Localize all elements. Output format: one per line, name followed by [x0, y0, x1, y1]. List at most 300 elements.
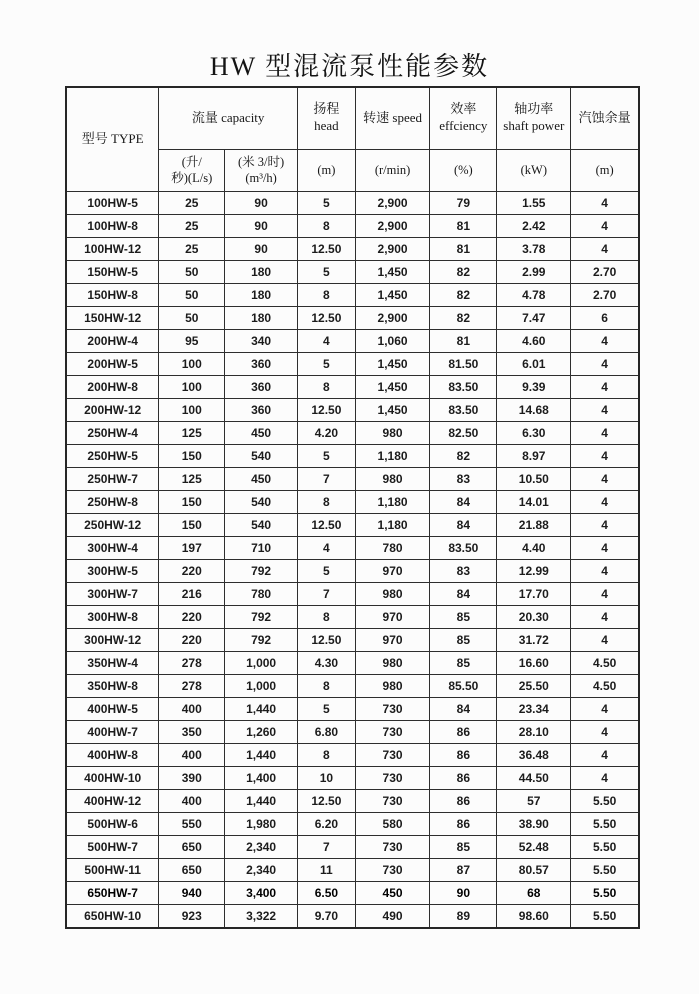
shaft_power_kw-cell: 57 [497, 789, 571, 812]
efficiency_pct-cell: 83.50 [430, 536, 497, 559]
capacity_ls-cell: 125 [159, 467, 225, 490]
speed_rpm-cell: 730 [355, 743, 429, 766]
table-row [66, 628, 639, 651]
col-header-head: 扬程 head [297, 87, 355, 149]
table-body [66, 191, 639, 928]
capacity_m3h-cell: 792 [225, 559, 298, 582]
head_m-cell: 8 [297, 490, 355, 513]
model-cell: 500HW-6 [66, 812, 159, 835]
npsh_m-cell: 5.50 [571, 881, 639, 904]
head_m-cell: 6.50 [297, 881, 355, 904]
shaft_power_kw-cell: 21.88 [497, 513, 571, 536]
table-row [66, 582, 639, 605]
table-row [66, 559, 639, 582]
shaft_power_kw-cell: 6.01 [497, 352, 571, 375]
shaft_power_kw-cell: 2.99 [497, 260, 571, 283]
npsh_m-cell: 4 [571, 697, 639, 720]
table-row [66, 904, 639, 928]
head_m-cell: 5 [297, 444, 355, 467]
speed_rpm-cell: 730 [355, 720, 429, 743]
efficiency_pct-cell: 85 [430, 605, 497, 628]
head_m-cell: 12.50 [297, 789, 355, 812]
shaft_power_kw-cell: 1.55 [497, 191, 571, 214]
table-row [66, 766, 639, 789]
capacity_ls-cell: 216 [159, 582, 225, 605]
shaft_power_kw-cell: 23.34 [497, 697, 571, 720]
capacity_m3h-cell: 792 [225, 628, 298, 651]
npsh_m-cell: 2.70 [571, 283, 639, 306]
model-cell: 350HW-4 [66, 651, 159, 674]
head_m-cell: 5 [297, 352, 355, 375]
efficiency_pct-cell: 84 [430, 490, 497, 513]
npsh_m-cell: 4 [571, 559, 639, 582]
table-row [66, 697, 639, 720]
capacity_ls-cell: 923 [159, 904, 225, 928]
capacity_ls-cell: 220 [159, 605, 225, 628]
efficiency_pct-cell: 81 [430, 329, 497, 352]
npsh_m-cell: 4 [571, 237, 639, 260]
table-row [66, 191, 639, 214]
speed_rpm-cell: 730 [355, 766, 429, 789]
head_m-cell: 8 [297, 605, 355, 628]
model-cell: 650HW-10 [66, 904, 159, 928]
shaft_power_kw-cell: 25.50 [497, 674, 571, 697]
capacity_m3h-cell: 180 [225, 283, 298, 306]
capacity_ls-cell: 100 [159, 398, 225, 421]
head_m-cell: 12.50 [297, 628, 355, 651]
head_m-cell: 8 [297, 283, 355, 306]
table-row [66, 674, 639, 697]
speed_rpm-cell: 2,900 [355, 214, 429, 237]
efficiency_pct-cell: 84 [430, 513, 497, 536]
efficiency_pct-cell: 83.50 [430, 375, 497, 398]
model-cell: 250HW-12 [66, 513, 159, 536]
capacity_ls-cell: 390 [159, 766, 225, 789]
speed_rpm-cell: 490 [355, 904, 429, 928]
capacity_ls-cell: 350 [159, 720, 225, 743]
capacity_ls-cell: 278 [159, 651, 225, 674]
capacity_ls-cell: 100 [159, 375, 225, 398]
model-cell: 100HW-12 [66, 237, 159, 260]
npsh_m-cell: 2.70 [571, 260, 639, 283]
speed_rpm-cell: 1,180 [355, 444, 429, 467]
capacity_ls-cell: 400 [159, 743, 225, 766]
head_m-cell: 4 [297, 536, 355, 559]
model-cell: 200HW-12 [66, 398, 159, 421]
table-row [66, 398, 639, 421]
table-row [66, 352, 639, 375]
model-cell: 400HW-10 [66, 766, 159, 789]
capacity_ls-cell: 650 [159, 858, 225, 881]
npsh_m-cell: 4 [571, 766, 639, 789]
efficiency_pct-cell: 81 [430, 237, 497, 260]
capacity_m3h-cell: 90 [225, 214, 298, 237]
capacity_m3h-cell: 340 [225, 329, 298, 352]
shaft_power_kw-cell: 2.42 [497, 214, 571, 237]
head_m-cell: 12.50 [297, 237, 355, 260]
head_m-cell: 12.50 [297, 513, 355, 536]
col-header-efficiency-cn: 效率 [450, 101, 477, 117]
model-cell: 300HW-7 [66, 582, 159, 605]
shaft_power_kw-cell: 3.78 [497, 237, 571, 260]
table-row [66, 214, 639, 237]
capacity_m3h-cell: 450 [225, 421, 298, 444]
efficiency_pct-cell: 83 [430, 467, 497, 490]
speed_rpm-cell: 780 [355, 536, 429, 559]
shaft_power_kw-cell: 4.60 [497, 329, 571, 352]
col-header-speed: 转速 speed [355, 87, 429, 149]
model-cell: 250HW-5 [66, 444, 159, 467]
capacity_ls-cell: 25 [159, 191, 225, 214]
efficiency_pct-cell: 84 [430, 697, 497, 720]
head_m-cell: 5 [297, 260, 355, 283]
capacity_ls-cell: 220 [159, 628, 225, 651]
unit-speed: (r/min) [355, 149, 429, 191]
table-row [66, 835, 639, 858]
capacity_ls-cell: 278 [159, 674, 225, 697]
head_m-cell: 12.50 [297, 398, 355, 421]
table-row [66, 651, 639, 674]
speed_rpm-cell: 2,900 [355, 191, 429, 214]
head_m-cell: 7 [297, 467, 355, 490]
npsh_m-cell: 5.50 [571, 904, 639, 928]
table-row [66, 881, 639, 904]
capacity_ls-cell: 400 [159, 697, 225, 720]
capacity_m3h-cell: 780 [225, 582, 298, 605]
model-cell: 150HW-5 [66, 260, 159, 283]
col-header-capacity: 流量 capacity [159, 87, 298, 149]
capacity_m3h-cell: 710 [225, 536, 298, 559]
shaft_power_kw-cell: 98.60 [497, 904, 571, 928]
speed_rpm-cell: 730 [355, 789, 429, 812]
capacity_m3h-cell: 450 [225, 467, 298, 490]
head_m-cell: 4 [297, 329, 355, 352]
unit-capacity-m3h [225, 149, 298, 191]
npsh_m-cell: 4 [571, 605, 639, 628]
capacity_m3h-cell: 1,000 [225, 674, 298, 697]
model-cell: 400HW-12 [66, 789, 159, 812]
capacity_ls-cell: 550 [159, 812, 225, 835]
capacity_m3h-cell: 90 [225, 191, 298, 214]
speed_rpm-cell: 1,450 [355, 260, 429, 283]
capacity_ls-cell: 150 [159, 444, 225, 467]
capacity_m3h-cell: 792 [225, 605, 298, 628]
capacity_m3h-cell: 3,322 [225, 904, 298, 928]
capacity_ls-cell: 50 [159, 260, 225, 283]
speed_rpm-cell: 1,180 [355, 513, 429, 536]
table-row [66, 421, 639, 444]
capacity_ls-cell: 50 [159, 306, 225, 329]
efficiency_pct-cell: 85 [430, 651, 497, 674]
head_m-cell: 9.70 [297, 904, 355, 928]
head_m-cell: 5 [297, 559, 355, 582]
header-row-labels [66, 87, 639, 149]
capacity_m3h-cell: 1,440 [225, 789, 298, 812]
head_m-cell: 10 [297, 766, 355, 789]
efficiency_pct-cell: 82 [430, 260, 497, 283]
model-cell: 200HW-5 [66, 352, 159, 375]
table-row [66, 513, 639, 536]
speed_rpm-cell: 1,450 [355, 283, 429, 306]
col-header-efficiency-en: effciency [439, 118, 488, 134]
speed_rpm-cell: 1,450 [355, 375, 429, 398]
capacity_m3h-cell: 360 [225, 375, 298, 398]
npsh_m-cell: 4 [571, 375, 639, 398]
capacity_m3h-cell: 540 [225, 444, 298, 467]
table-row [66, 858, 639, 881]
efficiency_pct-cell: 84 [430, 582, 497, 605]
table-row [66, 490, 639, 513]
table-row [66, 237, 639, 260]
col-header-type: 型号 TYPE [66, 87, 159, 191]
table-row [66, 743, 639, 766]
table-row [66, 329, 639, 352]
model-cell: 300HW-12 [66, 628, 159, 651]
capacity_m3h-cell: 3,400 [225, 881, 298, 904]
head_m-cell: 7 [297, 582, 355, 605]
capacity_m3h-cell: 2,340 [225, 835, 298, 858]
efficiency_pct-cell: 83.50 [430, 398, 497, 421]
model-cell: 500HW-7 [66, 835, 159, 858]
shaft_power_kw-cell: 28.10 [497, 720, 571, 743]
speed_rpm-cell: 1,060 [355, 329, 429, 352]
col-header-npsh: 汽蚀余量 [571, 87, 639, 149]
capacity_ls-cell: 197 [159, 536, 225, 559]
capacity_ls-cell: 150 [159, 513, 225, 536]
npsh_m-cell: 4 [571, 513, 639, 536]
head_m-cell: 5 [297, 697, 355, 720]
npsh_m-cell: 4 [571, 398, 639, 421]
shaft_power_kw-cell: 8.97 [497, 444, 571, 467]
model-cell: 300HW-8 [66, 605, 159, 628]
efficiency_pct-cell: 87 [430, 858, 497, 881]
model-cell: 200HW-4 [66, 329, 159, 352]
capacity_m3h-cell: 180 [225, 260, 298, 283]
model-cell: 400HW-8 [66, 743, 159, 766]
head_m-cell: 8 [297, 375, 355, 398]
head_m-cell: 6.80 [297, 720, 355, 743]
model-cell: 300HW-4 [66, 536, 159, 559]
model-cell: 100HW-8 [66, 214, 159, 237]
capacity_ls-cell: 25 [159, 214, 225, 237]
shaft_power_kw-cell: 6.30 [497, 421, 571, 444]
npsh_m-cell: 4 [571, 490, 639, 513]
speed_rpm-cell: 970 [355, 605, 429, 628]
efficiency_pct-cell: 90 [430, 881, 497, 904]
capacity_m3h-cell: 360 [225, 398, 298, 421]
model-cell: 650HW-7 [66, 881, 159, 904]
table-row [66, 720, 639, 743]
capacity_ls-cell: 940 [159, 881, 225, 904]
efficiency_pct-cell: 79 [430, 191, 497, 214]
table-row [66, 467, 639, 490]
unit-head: (m) [297, 149, 355, 191]
npsh_m-cell: 4.50 [571, 651, 639, 674]
speed_rpm-cell: 1,180 [355, 490, 429, 513]
capacity_ls-cell: 95 [159, 329, 225, 352]
unit-capacity-m3h-line1: (米 3/时) [237, 154, 285, 169]
efficiency_pct-cell: 86 [430, 812, 497, 835]
model-cell: 250HW-7 [66, 467, 159, 490]
npsh_m-cell: 4 [571, 214, 639, 237]
npsh_m-cell: 4 [571, 421, 639, 444]
head_m-cell: 4.30 [297, 651, 355, 674]
capacity_m3h-cell: 1,980 [225, 812, 298, 835]
pump-performance-table [65, 86, 640, 929]
model-cell: 300HW-5 [66, 559, 159, 582]
shaft_power_kw-cell: 36.48 [497, 743, 571, 766]
capacity_m3h-cell: 1,260 [225, 720, 298, 743]
head_m-cell: 7 [297, 835, 355, 858]
shaft_power_kw-cell: 38.90 [497, 812, 571, 835]
model-cell: 250HW-4 [66, 421, 159, 444]
npsh_m-cell: 5.50 [571, 835, 639, 858]
shaft_power_kw-cell: 9.39 [497, 375, 571, 398]
table-row [66, 375, 639, 398]
efficiency_pct-cell: 82.50 [430, 421, 497, 444]
efficiency_pct-cell: 89 [430, 904, 497, 928]
capacity_m3h-cell: 1,440 [225, 697, 298, 720]
speed_rpm-cell: 1,450 [355, 398, 429, 421]
shaft_power_kw-cell: 17.70 [497, 582, 571, 605]
npsh_m-cell: 4 [571, 720, 639, 743]
shaft_power_kw-cell: 31.72 [497, 628, 571, 651]
page-title: HW 型混流泵性能参数 [209, 52, 490, 81]
npsh_m-cell: 4 [571, 743, 639, 766]
table-row [66, 283, 639, 306]
efficiency_pct-cell: 86 [430, 720, 497, 743]
shaft_power_kw-cell: 14.68 [497, 398, 571, 421]
model-cell: 150HW-12 [66, 306, 159, 329]
col-header-efficiency [430, 87, 497, 149]
npsh_m-cell: 4 [571, 352, 639, 375]
efficiency_pct-cell: 85 [430, 835, 497, 858]
efficiency_pct-cell: 82 [430, 283, 497, 306]
speed_rpm-cell: 980 [355, 674, 429, 697]
table-row [66, 306, 639, 329]
speed_rpm-cell: 1,450 [355, 352, 429, 375]
speed_rpm-cell: 2,900 [355, 237, 429, 260]
unit-capacity-ls-line2: 秒)(L/s) [171, 171, 213, 185]
speed_rpm-cell: 980 [355, 582, 429, 605]
npsh_m-cell: 4 [571, 329, 639, 352]
model-cell: 250HW-8 [66, 490, 159, 513]
head_m-cell: 12.50 [297, 306, 355, 329]
efficiency_pct-cell: 86 [430, 766, 497, 789]
head_m-cell: 4.20 [297, 421, 355, 444]
model-cell: 400HW-5 [66, 697, 159, 720]
head_m-cell: 5 [297, 191, 355, 214]
efficiency_pct-cell: 86 [430, 789, 497, 812]
table-row [66, 605, 639, 628]
npsh_m-cell: 5.50 [571, 812, 639, 835]
shaft_power_kw-cell: 16.60 [497, 651, 571, 674]
speed_rpm-cell: 980 [355, 467, 429, 490]
col-header-shaft-power [497, 87, 571, 149]
npsh_m-cell: 4 [571, 191, 639, 214]
head_m-cell: 8 [297, 214, 355, 237]
speed_rpm-cell: 980 [355, 421, 429, 444]
model-cell: 100HW-5 [66, 191, 159, 214]
capacity_m3h-cell: 180 [225, 306, 298, 329]
capacity_ls-cell: 25 [159, 237, 225, 260]
speed_rpm-cell: 980 [355, 651, 429, 674]
head_m-cell: 11 [297, 858, 355, 881]
head_m-cell: 8 [297, 743, 355, 766]
table-row [66, 789, 639, 812]
speed_rpm-cell: 580 [355, 812, 429, 835]
speed_rpm-cell: 970 [355, 559, 429, 582]
speed_rpm-cell: 2,900 [355, 306, 429, 329]
speed_rpm-cell: 970 [355, 628, 429, 651]
capacity_m3h-cell: 360 [225, 352, 298, 375]
efficiency_pct-cell: 81.50 [430, 352, 497, 375]
model-cell: 500HW-11 [66, 858, 159, 881]
capacity_ls-cell: 650 [159, 835, 225, 858]
shaft_power_kw-cell: 10.50 [497, 467, 571, 490]
model-cell: 400HW-7 [66, 720, 159, 743]
npsh_m-cell: 5.50 [571, 789, 639, 812]
efficiency_pct-cell: 82 [430, 306, 497, 329]
capacity_m3h-cell: 1,000 [225, 651, 298, 674]
head_m-cell: 8 [297, 674, 355, 697]
efficiency_pct-cell: 81 [430, 214, 497, 237]
unit-capacity-m3h-line2: (m³/h) [245, 171, 277, 185]
efficiency_pct-cell: 82 [430, 444, 497, 467]
model-cell: 200HW-8 [66, 375, 159, 398]
efficiency_pct-cell: 85 [430, 628, 497, 651]
efficiency_pct-cell: 83 [430, 559, 497, 582]
shaft_power_kw-cell: 80.57 [497, 858, 571, 881]
shaft_power_kw-cell: 20.30 [497, 605, 571, 628]
shaft_power_kw-cell: 14.01 [497, 490, 571, 513]
npsh_m-cell: 4.50 [571, 674, 639, 697]
shaft_power_kw-cell: 7.47 [497, 306, 571, 329]
npsh_m-cell: 4 [571, 444, 639, 467]
unit-shaft-power: (kW) [497, 149, 571, 191]
capacity_ls-cell: 100 [159, 352, 225, 375]
table-header [66, 87, 639, 191]
shaft_power_kw-cell: 4.40 [497, 536, 571, 559]
capacity_m3h-cell: 540 [225, 490, 298, 513]
model-cell: 350HW-8 [66, 674, 159, 697]
shaft_power_kw-cell: 12.99 [497, 559, 571, 582]
npsh_m-cell: 4 [571, 628, 639, 651]
capacity_m3h-cell: 540 [225, 513, 298, 536]
unit-efficiency: (%) [430, 149, 497, 191]
speed_rpm-cell: 730 [355, 835, 429, 858]
unit-capacity-ls [159, 149, 225, 191]
unit-capacity-ls-line1: (升/ [181, 154, 202, 169]
shaft_power_kw-cell: 68 [497, 881, 571, 904]
capacity_ls-cell: 220 [159, 559, 225, 582]
shaft_power_kw-cell: 44.50 [497, 766, 571, 789]
capacity_ls-cell: 400 [159, 789, 225, 812]
npsh_m-cell: 4 [571, 467, 639, 490]
col-header-shaft-power-en: shaft power [503, 118, 565, 134]
model-cell: 150HW-8 [66, 283, 159, 306]
speed_rpm-cell: 730 [355, 858, 429, 881]
speed_rpm-cell: 730 [355, 697, 429, 720]
speed_rpm-cell: 450 [355, 881, 429, 904]
table-row [66, 444, 639, 467]
table-row [66, 260, 639, 283]
capacity_m3h-cell: 1,400 [225, 766, 298, 789]
capacity_m3h-cell: 90 [225, 237, 298, 260]
capacity_ls-cell: 125 [159, 421, 225, 444]
shaft_power_kw-cell: 4.78 [497, 283, 571, 306]
capacity_m3h-cell: 1,440 [225, 743, 298, 766]
